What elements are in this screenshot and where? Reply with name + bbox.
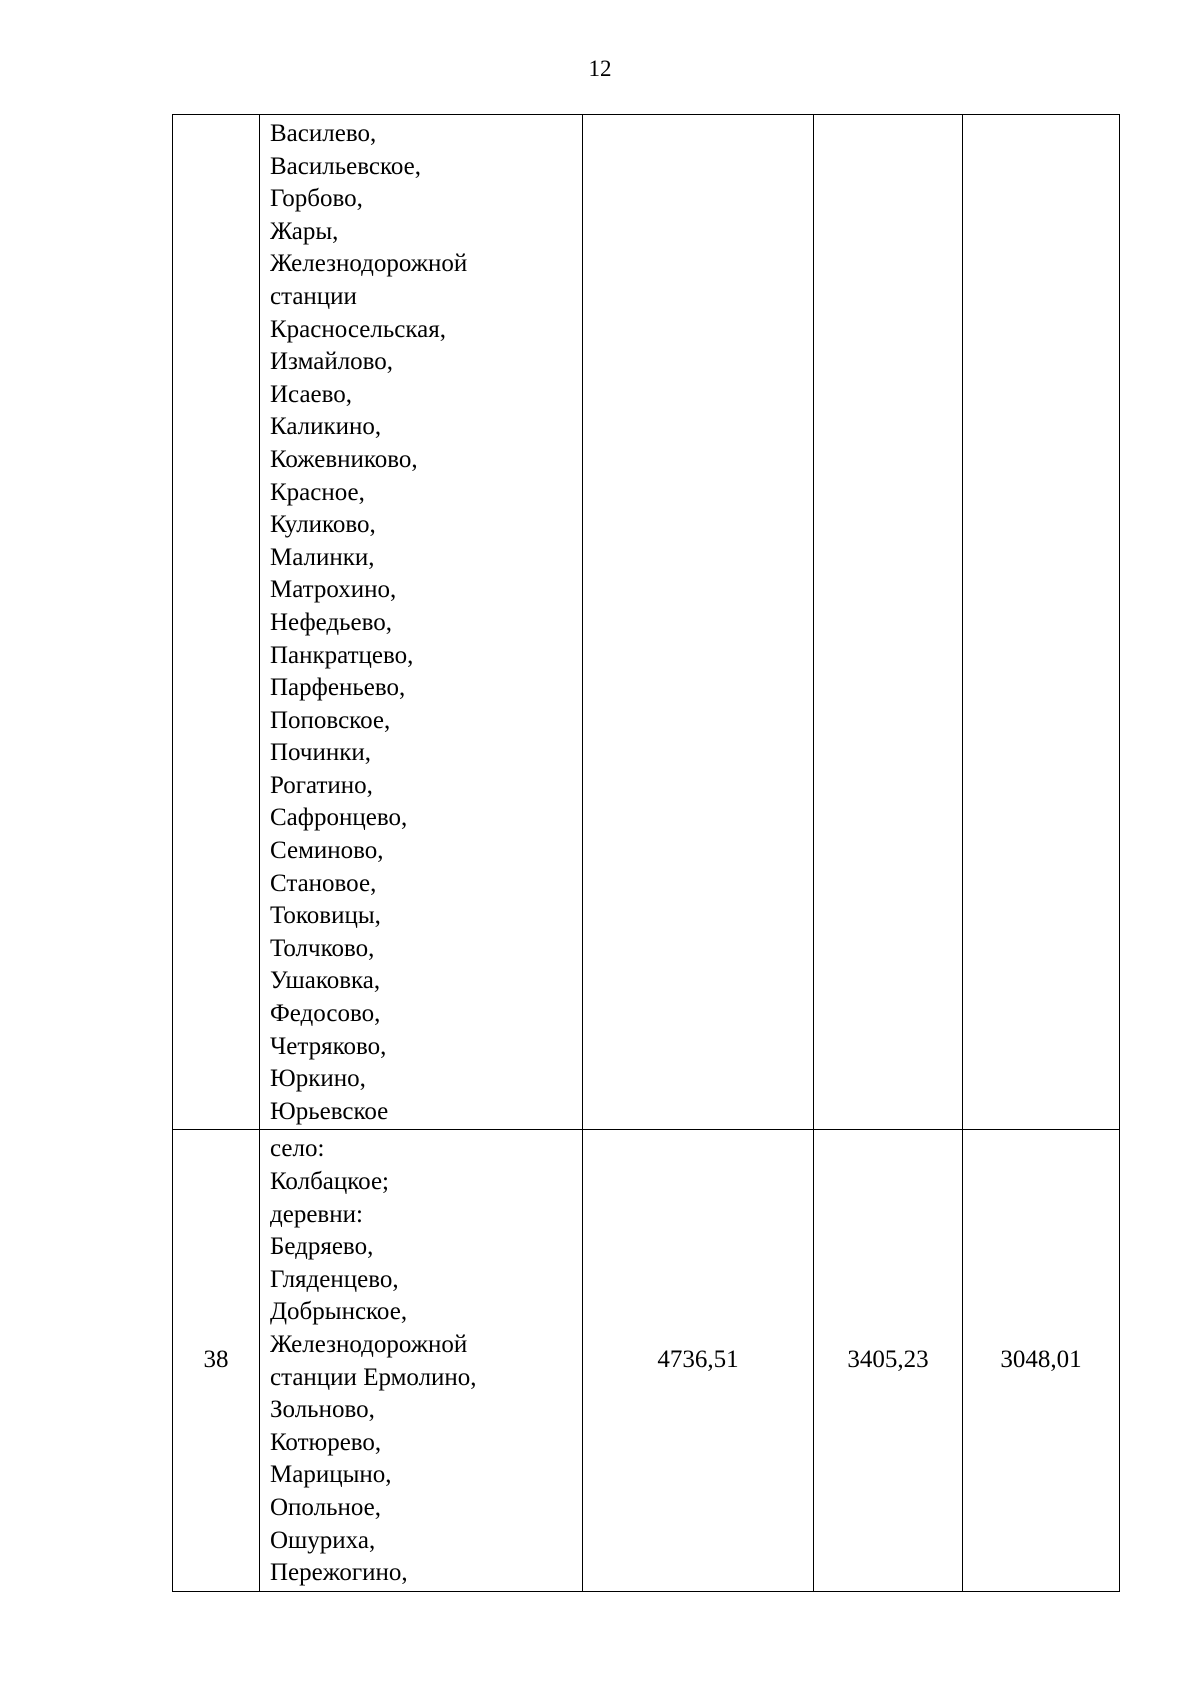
- location-name: станции: [270, 282, 357, 310]
- value-cell-2: 3405,23: [814, 1130, 963, 1591]
- location-name: село:: [270, 1135, 325, 1163]
- location-name: Гляденцево,: [270, 1265, 399, 1293]
- row-number-cell: [173, 115, 260, 1130]
- location-list: [270, 115, 582, 1129]
- location-name: Кожевниково,: [270, 445, 418, 473]
- location-name: Котюрево,: [270, 1428, 382, 1456]
- value-cell-3: [963, 115, 1120, 1130]
- location-name: Добрынское,: [270, 1298, 408, 1326]
- location-name: Юрьевское: [270, 1097, 389, 1125]
- location-name: Семиново,: [270, 837, 384, 865]
- location-name: Зольново,: [270, 1396, 375, 1424]
- location-name: Сафронцево,: [270, 804, 408, 832]
- location-name: Ошуриха,: [270, 1526, 376, 1554]
- location-name: Парфеньево,: [270, 674, 406, 702]
- location-name: Юркино,: [270, 1065, 366, 1093]
- value-cell-3: 3048,01: [963, 1130, 1120, 1591]
- location-name: Токовицы,: [270, 902, 381, 930]
- location-name: Василево,: [270, 120, 377, 147]
- location-name: Ушаковка,: [270, 967, 381, 995]
- location-name: Железнодорожной: [270, 1330, 468, 1358]
- table-row: [173, 1130, 1120, 1591]
- location-name: Бедряево,: [270, 1233, 374, 1261]
- location-name: Исаево,: [270, 380, 353, 408]
- location-name: Куликово,: [270, 511, 376, 539]
- location-name: Опольное,: [270, 1493, 382, 1521]
- location-name: Матрохино,: [270, 576, 397, 604]
- locations-cell: [260, 115, 583, 1130]
- location-name: Рогатино,: [270, 771, 373, 799]
- location-name: Каликино,: [270, 413, 382, 441]
- location-name: Панкратцево,: [270, 641, 414, 669]
- location-name: Марицыно,: [270, 1461, 392, 1489]
- location-name: Железнодорожной: [270, 250, 468, 278]
- location-name: Колбацкое;: [270, 1168, 389, 1195]
- tariff-table: [172, 114, 1120, 1592]
- location-name: Пережогино,: [270, 1559, 408, 1587]
- location-name: Васильевское,: [270, 152, 422, 180]
- location-list: [270, 1130, 582, 1590]
- location-name: Становое,: [270, 869, 377, 897]
- page-number: 12: [588, 56, 612, 81]
- table-row: [173, 115, 1120, 1130]
- value-cell-2: [814, 115, 963, 1130]
- locations-cell: [260, 1130, 583, 1591]
- location-name: станции Ермолино,: [270, 1363, 477, 1391]
- location-name: Поповское,: [270, 706, 391, 734]
- location-name: Федосово,: [270, 1000, 381, 1028]
- value-cell-1: [583, 115, 814, 1130]
- row-number-cell: 38: [173, 1130, 260, 1591]
- location-name: Красное,: [270, 478, 365, 506]
- location-name: Толчково,: [270, 934, 375, 962]
- location-name: Починки,: [270, 739, 372, 767]
- location-name: Жары,: [270, 217, 339, 245]
- location-name: Нефедьево,: [270, 608, 393, 636]
- location-name: деревни:: [270, 1200, 363, 1228]
- value-cell-1: 4736,51: [583, 1130, 814, 1591]
- location-name: Красносельская,: [270, 315, 446, 343]
- location-name: Горбово,: [270, 185, 363, 213]
- location-name: Малинки,: [270, 543, 375, 571]
- location-name: Четряково,: [270, 1032, 387, 1060]
- location-name: Измайлово,: [270, 348, 394, 376]
